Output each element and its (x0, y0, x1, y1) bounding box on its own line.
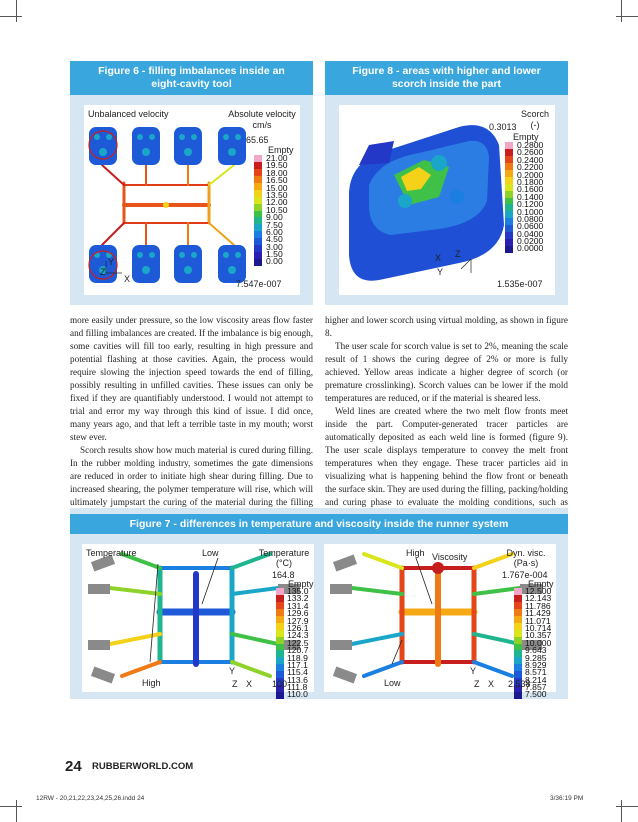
color-scale-values (517, 142, 543, 253)
color-scale-value: 122.5 (287, 637, 309, 648)
color-scale-swatch (254, 211, 262, 218)
color-scale-value: 113.6 (287, 674, 308, 685)
left-text-column (70, 314, 313, 522)
color-scale-swatch (505, 163, 513, 170)
color-scale-value: 10.357 (525, 630, 552, 641)
figure-8-empty-label: Empty (513, 132, 539, 142)
color-scale-swatch (276, 650, 284, 657)
color-scale-value: 19.50 (266, 160, 288, 171)
color-scale-value: 0.0800 (517, 213, 544, 224)
figure-8-legend-title: Scorch (520, 109, 549, 119)
color-scale-swatch (254, 204, 262, 211)
paragraph: higher and lower scorch using virtual molding, as shown in figure 8. (325, 315, 568, 338)
color-scale-swatch (276, 664, 284, 671)
color-scale-value: 3.00 (266, 241, 283, 252)
figure-8-panel (325, 61, 568, 305)
color-scale-swatch (254, 224, 262, 231)
crop-mark (616, 806, 638, 807)
crop-mark (16, 800, 17, 822)
axis-x-label: X (124, 274, 131, 284)
color-scale-swatch (276, 623, 284, 630)
color-scale-value: 115.4 (287, 667, 308, 678)
color-scale-swatch (505, 246, 513, 253)
color-scale-swatch (505, 184, 513, 191)
color-scale-value: 118.9 (287, 652, 308, 663)
figure-8-max-value: 0.3013 (489, 122, 517, 132)
color-scale-swatch (514, 595, 522, 602)
color-scale-value: 0.0600 (517, 221, 544, 232)
color-scale-value: 0.2400 (517, 154, 544, 165)
color-scale-value: 10.50 (266, 204, 288, 215)
color-scale-swatch (514, 644, 522, 651)
crop-mark (0, 16, 22, 17)
color-scale-value: 11.786 (525, 600, 551, 611)
crop-mark (616, 16, 638, 17)
figure-6-title: Figure 6 - filling imbalances inside an eight-cavity tool (70, 61, 313, 95)
color-scale-swatch (505, 232, 513, 239)
color-scale-swatches (505, 142, 513, 253)
temperature-legend-unit: (°C) (275, 558, 293, 568)
color-scale-value: 135.0 (287, 586, 309, 596)
figure-7-viscosity-plot (324, 544, 556, 700)
color-scale-value: 11.429 (525, 608, 551, 619)
viscosity-label: Viscosity (432, 552, 468, 562)
temperature-min-value: 100 (272, 679, 288, 689)
figure-6-panel (70, 61, 313, 305)
color-scale-swatch (254, 231, 262, 238)
axis-x-label: X (246, 679, 253, 689)
color-scale-value: 117.1 (287, 659, 308, 670)
color-scale-value: 8.214 (525, 674, 547, 685)
figure-7-title: Figure 7 - differences in temperature and viscosity inside the runner system (70, 514, 568, 534)
paragraph: The user scale for scorch value is set to 2%, meaning the scale result of 1 shows the curing degree of 2% or more is fully achieved. Yellow areas indicate a higher degree of scorch (or premature crosslinking). Scorch values can be lower if the mold temperatures are reduced, or if the material is sheared less. (325, 341, 568, 403)
color-scale-swatch (505, 156, 513, 163)
figure-7-panel (70, 508, 568, 699)
viscosity-legend-title: Dyn. visc. (506, 548, 546, 558)
color-scale-swatch (505, 218, 513, 225)
axis-z-label: Z (232, 679, 238, 689)
axis-x-label: X (435, 253, 442, 263)
color-scale-swatch (276, 609, 284, 616)
color-scale-swatch (254, 245, 262, 252)
temperature-legend-title: Temperature (258, 548, 310, 558)
figure-8-min-value: 1.535e-007 (497, 279, 543, 289)
color-scale-value: 0.0400 (517, 228, 544, 239)
viscosity-min-value: 2,538 (508, 679, 531, 689)
color-scale-swatch (514, 671, 522, 678)
color-scale-value: 0.1400 (517, 191, 544, 202)
color-scale-value: 0.2600 (517, 147, 544, 158)
color-scale-swatch (276, 671, 284, 678)
temperature-empty-label: Empty (288, 579, 314, 589)
temperature-max-value: 164.8 (272, 570, 295, 580)
color-scale-swatch (254, 252, 262, 259)
figure-6-plot (84, 105, 300, 295)
color-scale-value: 18.00 (266, 167, 288, 178)
figure-8-legend-unit: (-) (530, 120, 540, 130)
color-scale-value: 9.285 (525, 652, 547, 663)
color-scale-swatch (276, 616, 284, 623)
color-scale-value: 124.3 (287, 630, 309, 641)
color-scale-value: 0.0000 (517, 243, 544, 254)
axis-y-label: Y (470, 666, 477, 676)
figure-7-temperature-plot (82, 544, 314, 700)
figure-8-plot (339, 105, 555, 295)
color-scale-swatch (254, 238, 262, 245)
color-scale-value: 13.50 (266, 189, 288, 200)
low-label: Low (202, 548, 219, 558)
color-scale-swatch (254, 162, 262, 169)
color-scale-value: 10.714 (525, 622, 552, 633)
color-scale-swatch (514, 664, 522, 671)
color-scale-swatch (254, 183, 262, 190)
figure-8-title: Figure 8 - areas with higher and lower scorch inside the part (325, 61, 568, 95)
viscosity-empty-label: Empty (528, 579, 554, 589)
color-scale-value: 133.2 (287, 593, 309, 604)
print-slug-right: 3/36:19 PM (550, 795, 584, 802)
color-scale-value: 0.1200 (517, 199, 544, 210)
color-scale-swatch (254, 197, 262, 204)
color-scale-value: 0.0200 (517, 236, 544, 247)
color-scale-swatch (505, 170, 513, 177)
right-text-column (325, 314, 568, 522)
color-scale-value: 110.0 (287, 689, 308, 700)
color-scale-value: 127.9 (287, 615, 309, 626)
color-scale-swatch (254, 155, 262, 162)
color-scale-value: 131.4 (287, 600, 309, 611)
color-scale-value: 6.00 (266, 226, 283, 237)
color-scale-value: 16.50 (266, 175, 288, 186)
color-scale-value: 7.50 (266, 219, 283, 230)
color-scale-swatch (276, 630, 284, 637)
color-scale-value: 8.929 (525, 659, 547, 670)
color-scale-value: 126.1 (287, 622, 309, 633)
high-label: High (142, 678, 161, 688)
axis-x-label: X (488, 679, 495, 689)
viscosity-legend-unit: (Pa·s) (513, 558, 539, 568)
color-scale-swatch (514, 588, 522, 595)
color-scale-swatch (514, 623, 522, 630)
color-scale-swatch (276, 692, 284, 699)
color-scale-swatch (276, 637, 284, 644)
figure-6-empty-label: Empty (268, 145, 294, 155)
color-scale-values (287, 588, 309, 699)
figure-6-max-value: 65.65 (246, 135, 269, 145)
color-scale-value: 11.071 (525, 615, 551, 626)
color-scale-swatch (254, 217, 262, 224)
color-scale-swatch (254, 169, 262, 176)
color-scale-value: 120.7 (287, 645, 309, 656)
color-scale-value: 129.6 (287, 608, 309, 619)
page-number: 24 (65, 758, 82, 775)
color-scale-swatch (514, 630, 522, 637)
color-scale-value: 7.500 (525, 689, 547, 700)
color-scale-swatch (254, 190, 262, 197)
figure-6-min-value: 7.547e-007 (236, 279, 282, 289)
axis-z-label: Z (474, 679, 480, 689)
paragraph: more easily under pressure, so the low viscosity areas flow faster and filling imbalances are created. If the imbalance is big enough, some cavities will fill too early, resulting in high pressure and potential flashing at those cavities. Again, the process would require slowing the injection speed towards the end of filling, possibly resulting in unfilled cavities. These issues can only be fixed if they are quantifiably understood. I would not attempt to trial and error my way through this kind of issue. I did once, many years ago, and that left a terrible taste in my mouth; worst stew ever. (70, 315, 313, 442)
viscosity-max-value: 1.767e-004 (502, 570, 548, 580)
crop-mark (621, 0, 622, 22)
color-scale-swatch (514, 657, 522, 664)
color-scale-value: 0.2200 (517, 162, 544, 173)
color-scale-swatches (254, 155, 262, 266)
color-scale-swatch (505, 211, 513, 218)
paragraph: Scorch results show how much material is cured during filling. In the rubber molding industry, sometimes the gate dimensions are reduced in order to initiate high shear during filling. Due to increased shearing, the polymer temperature will rise, which will ultimately jumpstart the curing of the material during the filling (70, 445, 313, 507)
color-scale-swatch (276, 657, 284, 664)
color-scale-swatch (276, 595, 284, 602)
color-scale-swatch (276, 644, 284, 651)
color-scale-swatch (514, 609, 522, 616)
axis-y-label: Y (437, 267, 444, 277)
color-scale-swatch (276, 588, 284, 595)
color-scale-value: 10.000 (525, 637, 552, 648)
color-scale-swatch (514, 616, 522, 623)
color-scale-swatch (514, 650, 522, 657)
color-scale-value: 12.500 (525, 586, 552, 596)
axis-z-label: Z (100, 267, 106, 277)
color-scale-swatch (505, 177, 513, 184)
color-scale-swatch (505, 204, 513, 211)
color-scale-swatch (514, 602, 522, 609)
color-scale-value: 111.8 (287, 682, 308, 693)
color-scale-swatch (514, 692, 522, 699)
color-scale-swatch (276, 602, 284, 609)
color-scale-swatch (505, 225, 513, 232)
axis-z-label: Z (455, 249, 461, 259)
temperature-label: Temperature (86, 548, 137, 558)
low-label: Low (384, 678, 401, 688)
color-scale-value: 1.50 (266, 249, 283, 260)
color-scale-value: 0.1000 (517, 206, 544, 217)
color-scale-value: 0.1600 (517, 184, 544, 195)
color-scale-value: 0.1800 (517, 176, 544, 187)
color-scale-values (266, 155, 288, 266)
color-scale-swatch (254, 259, 262, 266)
crop-mark (16, 0, 17, 22)
color-scale-swatch (505, 191, 513, 198)
color-scale-swatch (505, 198, 513, 205)
print-slug-left: 12RW - 20,21,22,23,24,25,26.indd 24 (36, 795, 145, 802)
figure-6-left-label: Unbalanced velocity (88, 109, 169, 119)
crop-mark (621, 800, 622, 822)
color-scale-swatch (505, 142, 513, 149)
color-scale-value: 4.50 (266, 234, 283, 245)
color-scale-value: 21.00 (266, 153, 288, 163)
crop-mark (0, 806, 22, 807)
high-label: High (406, 548, 425, 558)
color-scale-value: 0.2800 (517, 140, 544, 150)
axis-y-label: Y (108, 257, 115, 267)
figure-6-legend-unit: cm/s (252, 120, 272, 130)
figure-6-legend-title: Absolute velocity (228, 109, 296, 119)
paragraph: Weld lines are created where the two melt flow fronts meet inside the part. Computer-generated tracer particles are automatically deposited as each weld line is formed (figure 9). The user scale displays temperature to convey the melt front temperatures when they engage. These tracer particles aid in visualizing what is happening behind the flow front or beneath the surface skin. They are used during the filling, packing/holding and curing phase to evaluate the molding conditions, such as (325, 406, 568, 507)
color-scale-swatch (514, 637, 522, 644)
color-scale-value: 0.00 (266, 256, 283, 267)
color-scale-value: 15.00 (266, 182, 288, 193)
color-scale-swatch (505, 149, 513, 156)
color-scale-value: 7.857 (525, 682, 547, 693)
color-scale-swatch (254, 176, 262, 183)
color-scale-swatch (505, 239, 513, 246)
color-scale-value: 12.143 (525, 593, 552, 604)
color-scale-value: 8.571 (525, 667, 547, 678)
color-scale-value: 9.00 (266, 212, 283, 223)
axis-y-label: Y (229, 666, 236, 676)
site-name: RUBBERWORLD.COM (92, 761, 194, 772)
color-scale-value: 9.643 (525, 645, 547, 656)
color-scale-value: 12.00 (266, 197, 288, 208)
color-scale-value: 0.2000 (517, 169, 544, 180)
